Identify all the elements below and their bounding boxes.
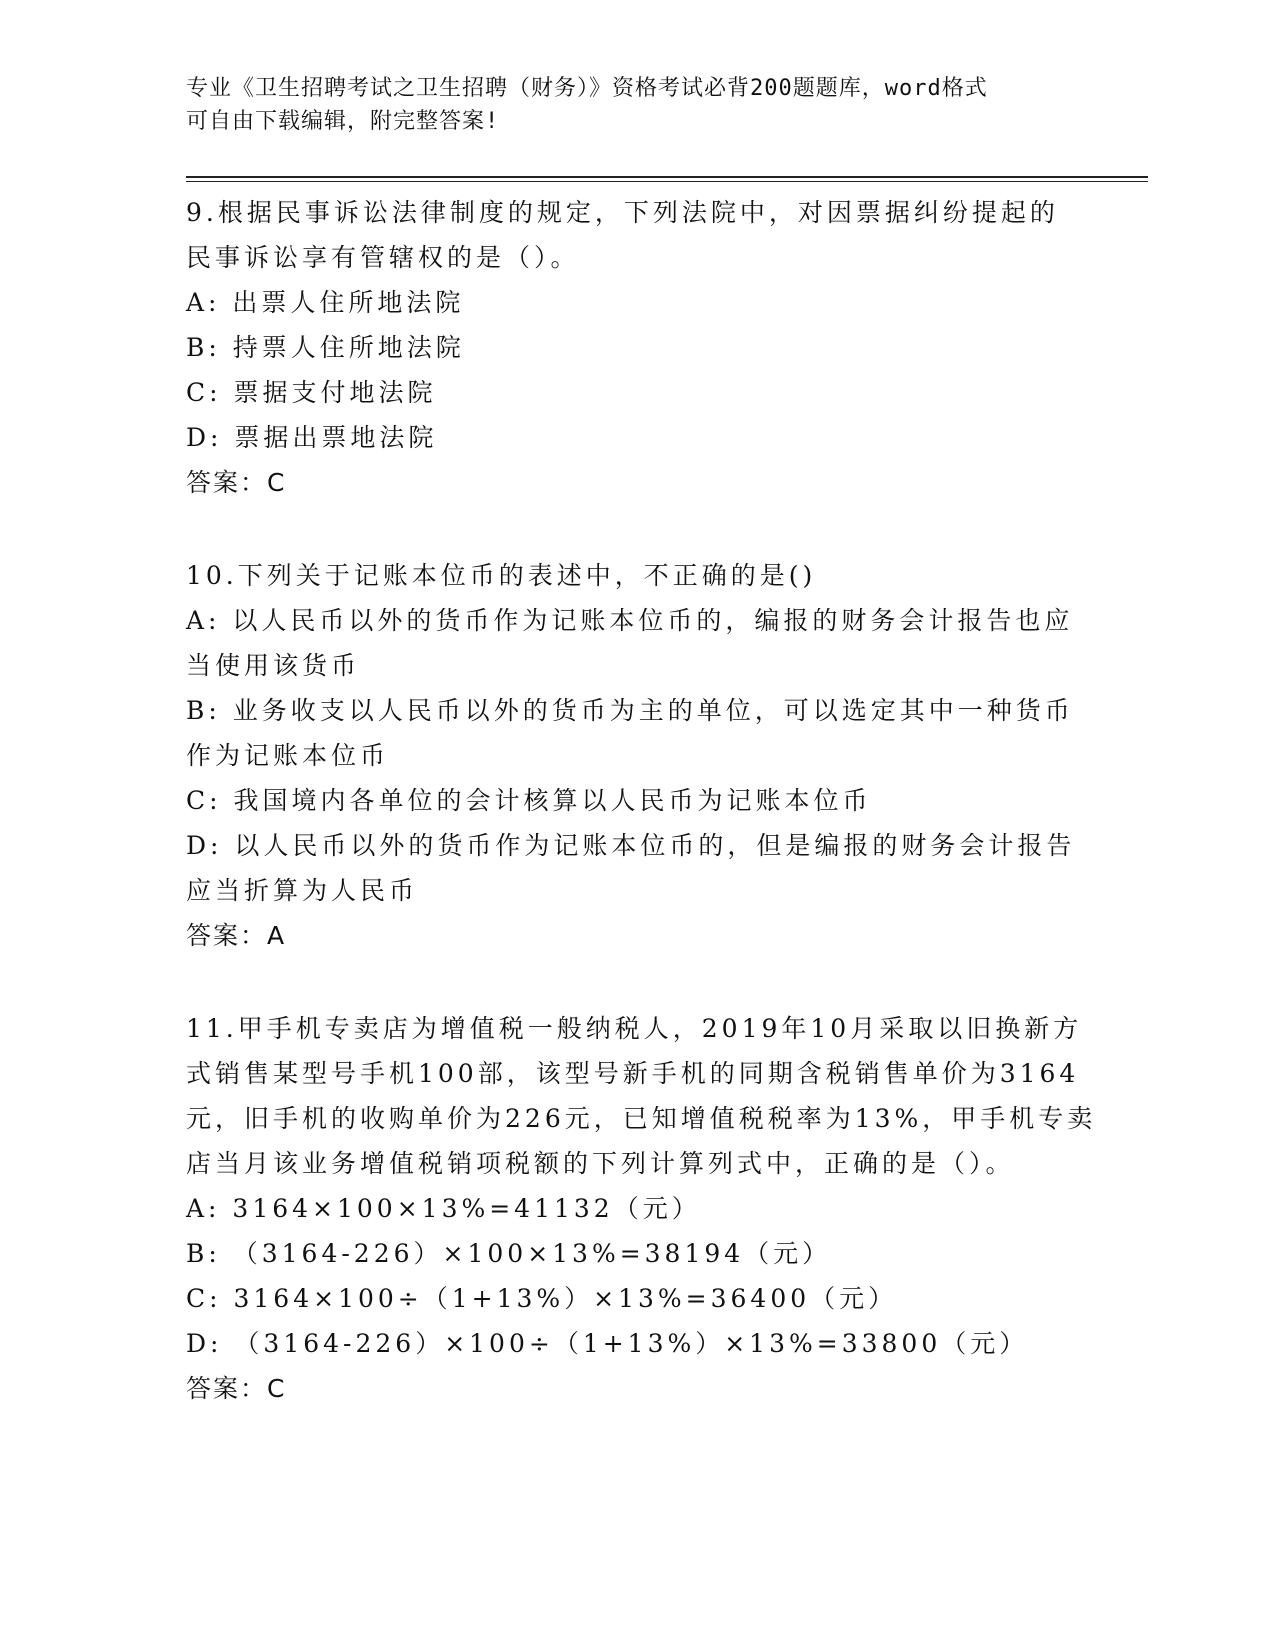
question-9 [186, 190, 1086, 505]
header-divider-thin [186, 181, 1148, 182]
question-11 [186, 1006, 1097, 1411]
option-d [186, 415, 1086, 460]
option-line: C: 3164×100÷（1+13%）×13%=36400（元） [186, 1284, 898, 1313]
question-stem-line: 民事诉讼享有管辖权的是（）。 [186, 243, 580, 272]
answer-label: 答案：C [186, 468, 287, 497]
header-line-2: 可自由下载编辑，附完整答案! [186, 109, 500, 134]
option-line: C: 票据支付地法院 [186, 378, 437, 407]
option-c [186, 1276, 1086, 1321]
option-line: B: 持票人住所地法院 [186, 333, 465, 362]
option-line: A: 3164×100×13%=41132（元） [186, 1194, 701, 1223]
question-stem-line: 9.根据民事诉讼法律制度的规定，下列法院中，对因票据纠纷提起的 [186, 198, 1059, 227]
option-d [186, 823, 1086, 913]
option-b [186, 325, 1086, 370]
option-line: C: 我国境内各单位的会计核算以人民币为记账本位币 [186, 786, 872, 815]
question-stem-line: 10.下列关于记账本位币的表述中，不正确的是() [186, 561, 817, 590]
answer-label: 答案：A [186, 921, 287, 950]
option-b [186, 1231, 1086, 1276]
option-line: B: 业务收支以人民币以外的货币为主的单位，可以选定其中一种货币 [186, 696, 1074, 725]
option-line: B: （3164-226）×100×13%=38194（元） [186, 1239, 832, 1268]
answer-label: 答案：C [186, 1374, 287, 1403]
option-line: D: 票据出票地法院 [186, 423, 438, 452]
option-c [186, 370, 1086, 415]
option-c [186, 778, 1086, 823]
option-a [186, 1186, 1086, 1231]
option-a [186, 280, 1086, 325]
header-line-1: 专业《卫生招聘考试之卫生招聘（财务）》资格考试必背200题题库，word格式 [186, 76, 988, 101]
question-stem-line: 店当月该业务增值税销项税额的下列计算列式中，正确的是（）。 [186, 1149, 1015, 1178]
question-stem-line: 式销售某型号手机100部，该型号新手机的同期含税销售单价为3164 [186, 1059, 1080, 1088]
option-line: D: （3164-226）×100÷（1+13%）×13%=33800（元） [186, 1329, 1029, 1358]
option-line: 当使用该货币 [186, 651, 361, 680]
question-list [186, 190, 1097, 1459]
question-stem-line: 元，旧手机的收购单价为226元，已知增值税税率为13%，甲手机专卖 [186, 1104, 1097, 1133]
option-b [186, 688, 1086, 778]
option-line: 作为记账本位币 [186, 741, 390, 770]
question-stem-line: 11.甲手机专卖店为增值税一般纳税人，2019年10月采取以旧换新方 [186, 1014, 1083, 1043]
question-10 [186, 553, 1086, 958]
option-line: A: 出票人住所地法院 [186, 288, 465, 317]
option-line: D: 以人民币以外的货币作为记账本位币的，但是编报的财务会计报告 [186, 831, 1076, 860]
option-line: A: 以人民币以外的货币作为记账本位币的，编报的财务会计报告也应 [186, 606, 1074, 635]
document-header [186, 72, 1086, 138]
option-d [186, 1321, 1086, 1366]
option-a [186, 598, 1086, 688]
option-line: 应当折算为人民币 [186, 876, 419, 905]
header-divider-thick [186, 176, 1148, 178]
